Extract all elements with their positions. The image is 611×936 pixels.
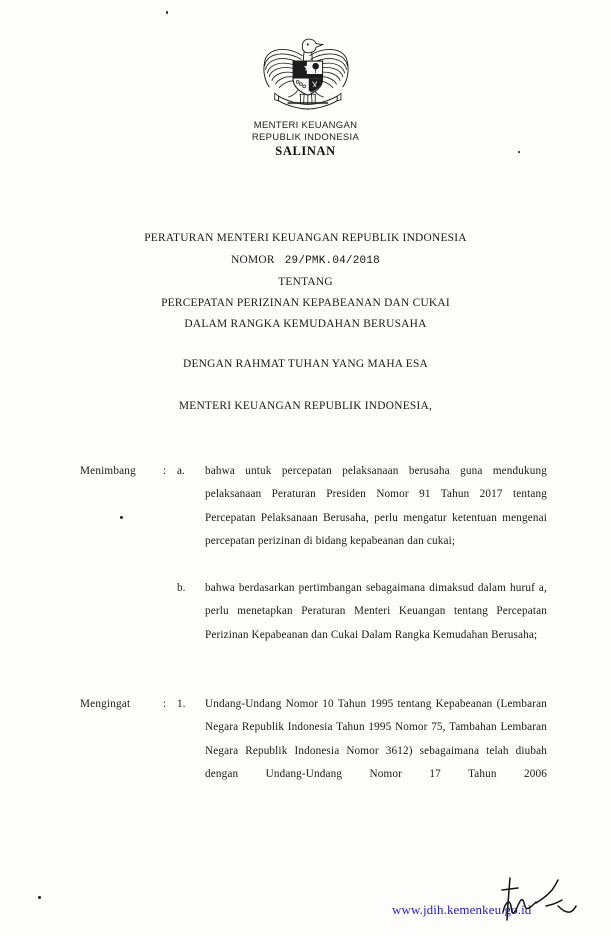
legal-basis-item-1 <box>0 693 611 813</box>
garuda-pancasila-emblem <box>260 28 352 120</box>
considerations-label: Menimbang <box>80 465 136 477</box>
ministry-name-line-1: MENTERI KEUANGAN <box>253 120 358 131</box>
consideration-text-b: bahwa berdasarkan pertimbangan sebagaimana dimaksud dalam huruf a, perlu menetapkan Peraturan Menteri Keuangan tentang Percepatan Perizinan Kepabeanan dan Cukai Dalam Rangka Kemudahan Berusaha; <box>205 582 547 641</box>
considerations-colon: : <box>163 465 167 477</box>
regulation-type-line: PERATURAN MENTERI KEUANGAN REPUBLIK INDONESIA <box>144 232 467 244</box>
consideration-marker-b: b. <box>177 582 186 594</box>
regulation-number-line <box>0 249 611 272</box>
legal-basis-marker-1: 1. <box>177 698 186 710</box>
legal-basis-colon: : <box>163 698 167 710</box>
legal-basis-section <box>0 693 611 813</box>
legal-basis-text-1: Undang-Undang Nomor 10 Tahun 1995 tentang Kepabeanan (Lembaran Negara Republik Indonesia Tahun 1995 Nomor 75, Tambahan Lembaran Negara Republik Indonesia Nomor 3612) sebagaimana telah diubah dengan Undang-Undang Nomor 17 Tahun 2006 <box>205 698 547 781</box>
consideration-text-a: bahwa untuk percepatan pelaksanaan berusaha guna mendukung pelaksanaan Peraturan Presiden Nomor 91 Tahun 2017 tentang Percepatan Pelaksanaan Berusaha, perlu mengatur ketentuan mengenai percepatan perizinan di bidang kepabeanan dan cukai; <box>205 465 547 548</box>
jdih-url-watermark[interactable]: www.jdih.kemenkeu.go.id <box>392 902 532 917</box>
scan-speck <box>166 11 168 14</box>
document-header <box>0 28 611 158</box>
regulation-subject-line-2: DALAM RANGKA KEMUDAHAN BERUSAHA <box>184 318 427 330</box>
authority-line <box>0 396 611 417</box>
nomor-value: 29/PMK.04/2018 <box>284 255 380 267</box>
blessing-text: DENGAN RAHMAT TUHAN YANG MAHA ESA <box>182 358 429 370</box>
scan-speck <box>38 896 41 899</box>
nomor-label: NOMOR <box>231 254 275 266</box>
scan-speck <box>518 151 520 153</box>
regulation-subject-line-1: PERCEPATAN PERIZINAN KEPABEANAN DAN CUKAI <box>161 297 450 309</box>
authority-text: MENTERI KEUANGAN REPUBLIK INDONESIA, <box>178 400 433 412</box>
consideration-item-b <box>0 577 611 694</box>
consideration-marker-a: a. <box>177 465 185 477</box>
consideration-item-a <box>0 460 611 577</box>
blessing-line <box>0 354 611 375</box>
legal-basis-label: Mengingat <box>80 698 131 710</box>
scan-speck <box>120 516 123 519</box>
considerations-section <box>0 460 611 694</box>
copy-stamp-salinan: SALINAN <box>275 144 336 158</box>
regulation-title-block <box>0 228 611 335</box>
ministry-name-line-2: REPUBLIK INDONESIA <box>251 131 360 143</box>
tentang-label: TENTANG <box>278 276 333 288</box>
